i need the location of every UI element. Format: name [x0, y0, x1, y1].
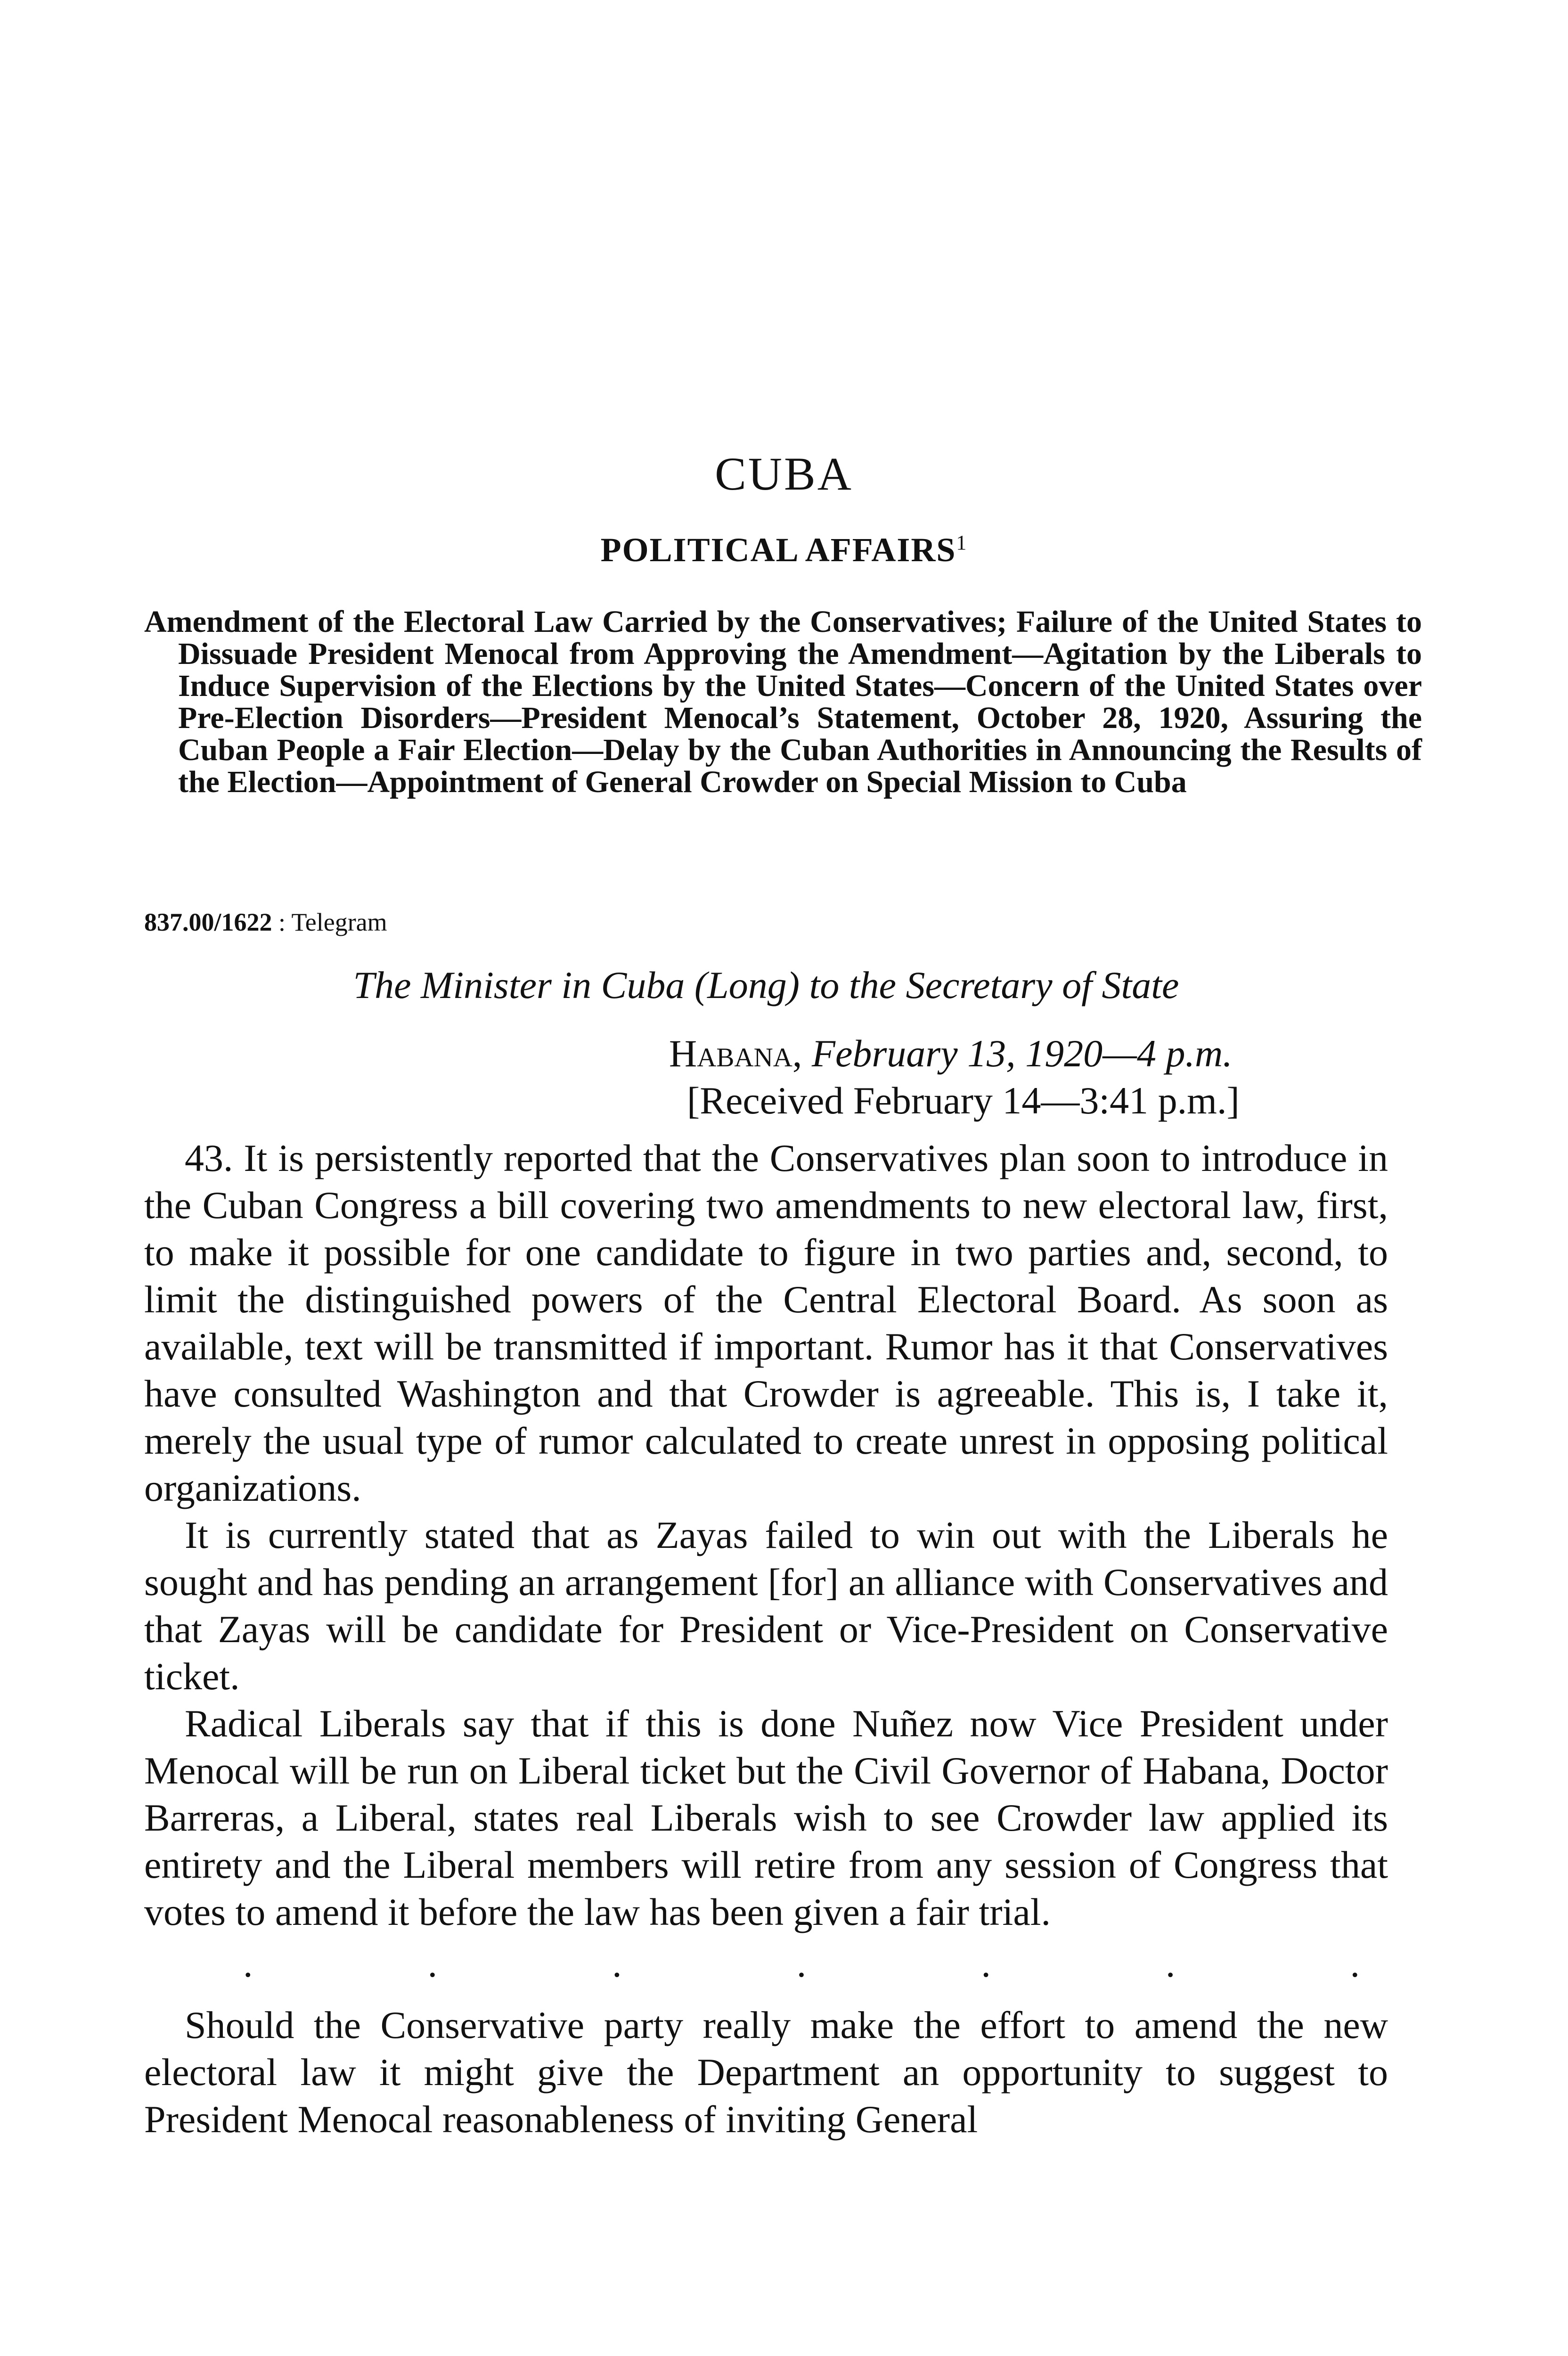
body-paragraph: 43. It is persistently reported that the Conservatives plan soon to introduce in the Cuban Congress a bill covering two amendments to new electoral law, first, to make it possible for one candidate to figure in two parties and, second, to limit the distinguished powers of the Central Electoral Board. As soon as available, text will be transmitted if important. Rumor has it that Conservatives have consulted Washington and that Crowder is agreeable. This is, I take it, merely the usual type of rumor calculated to create unrest in opposing political organizations.	[144, 1137, 1388, 1509]
document-heading: The Minister in Cuba (Long) to the Secretary of State	[353, 964, 1179, 1006]
ellipsis-dot: .	[243, 1942, 253, 1985]
dateline-date: February 13, 1920—4 p.m.	[811, 1032, 1233, 1075]
page-title: CUBA	[715, 448, 853, 500]
dateline-received: [Received February 14—3:41 p.m.]	[687, 1079, 1240, 1122]
ellipsis-dot: .	[612, 1942, 622, 1985]
document-type: Telegram	[291, 908, 387, 936]
body-paragraph: Radical Liberals say that if this is done Nuñez now Vice President under Menocal will be run on Liberal ticket but the Civil Governor of Habana, Doctor Barreras, a Liberal, states real Liberals wish to see Crowder law applied its entirety and the Liberal members will retire from any session of Congress that votes to amend it before the law has been given a fair trial.	[144, 1702, 1388, 1933]
ellipsis-dot: .	[427, 1942, 438, 1985]
dateline-sent	[669, 1030, 1240, 1077]
telegram-body	[144, 1135, 1388, 2143]
file-number: 837.00/1622	[144, 908, 272, 936]
ellipsis-dot: .	[981, 1942, 991, 1985]
body-paragraph: It is currently stated that as Zayas failed to win out with the Liberals he sought and has pending an arrangement [for] an alliance with Conservatives and that Zayas will be candidate for President or Vice-President on Conservative ticket.	[144, 1513, 1388, 1698]
dateline-place: Habana,	[669, 1032, 802, 1075]
file-separator: :	[272, 908, 292, 936]
section-heading	[0, 531, 1568, 570]
omission-ellipsis	[144, 1936, 1388, 2002]
body-paragraph: Should the Conservative party really make the effort to amend the new electoral law it might give the Department an opportunity to suggest to President Menocal reasonableness of inviting General	[144, 2004, 1388, 2141]
file-reference	[144, 908, 387, 937]
ellipsis-dot: .	[1350, 1942, 1360, 1985]
section-summary: Amendment of the Electoral Law Carried by the Conservatives; Failure of the United States to Dissuade President Menocal from Approving the Amendment—Agitation by the Liberals to Induce Supervision of the Elections by the United States—Concern of the United States over Pre-Election Disorders—President Menocal’s Statement, October 28, 1920, Assuring the Cuban People a Fair Election—Delay by the Cuban Authorities in Announcing the Results of the Election—Appointment of General Crowder on Special Mission to Cuba	[144, 605, 1422, 799]
footnote-reference[interactable]: 1	[956, 531, 968, 554]
dateline	[669, 1030, 1240, 1124]
ellipsis-dot: .	[796, 1942, 807, 1985]
ellipsis-dot: .	[1165, 1942, 1176, 1985]
section-heading-text: POLITICAL AFFAIRS	[600, 531, 956, 569]
